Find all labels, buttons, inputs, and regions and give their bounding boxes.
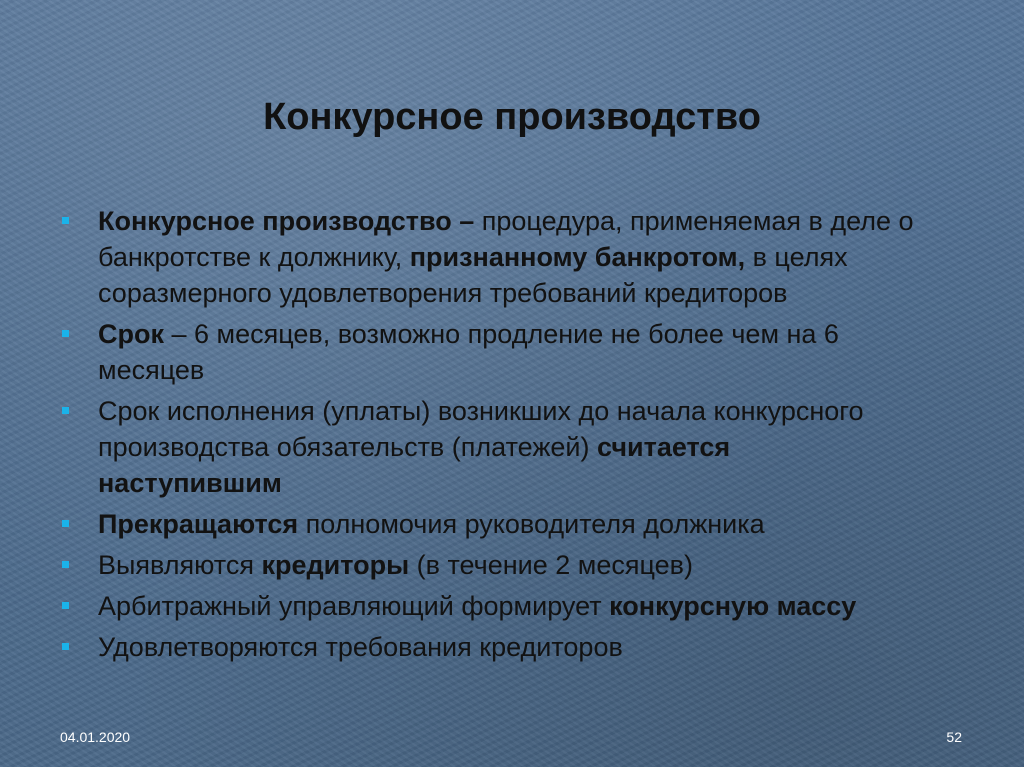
item-text: Удовлетворяются требования кредиторов [98,632,623,662]
item-text: – 6 месяцев, возможно продление не более чем на 6 месяцев [98,319,839,385]
bullet-item [60,547,920,583]
slide-title: Конкурсное производство [263,96,761,138]
bullet-item [60,588,920,624]
item-text: Срок исполнения (уплаты) возникших до начала конкурсного производства обязательств (платежей) [98,396,864,462]
item-text: процедура, применяемая в деле о банкротстве к должнику, [98,206,914,272]
bullet-list [60,203,920,670]
item-text: полномочия руководителя должника [298,509,765,539]
item-text-bold: Прекращаются [98,509,299,539]
item-text-bold: Конкурсное производство – [98,206,482,236]
slide-number: 52 [946,729,962,745]
bullet-item [60,506,920,542]
square-bullet-icon [62,407,69,414]
item-text: Арбитражный управляющий формирует [98,591,610,621]
bullet-item [60,393,920,501]
square-bullet-icon [62,330,69,337]
bullet-item [60,316,920,388]
item-text-bold: Срок [98,319,164,349]
item-text-bold: считается наступившим [98,432,731,498]
item-text-bold: конкурсную массу [609,591,857,621]
item-text-bold: признанному банкротом, [409,242,746,272]
item-text: в целях соразмерного удовлетворения требований кредиторов [98,242,848,308]
square-bullet-icon [62,602,69,609]
bullet-item [60,629,920,665]
item-text: Выявляются [98,550,262,580]
bullet-item [60,203,920,311]
item-text: (в течение 2 месяцев) [409,550,693,580]
square-bullet-icon [62,217,69,224]
footer-date: 04.01.2020 [60,729,131,745]
square-bullet-icon [62,520,69,527]
item-text-bold: кредиторы [261,550,410,580]
square-bullet-icon [62,561,69,568]
square-bullet-icon [62,643,69,650]
